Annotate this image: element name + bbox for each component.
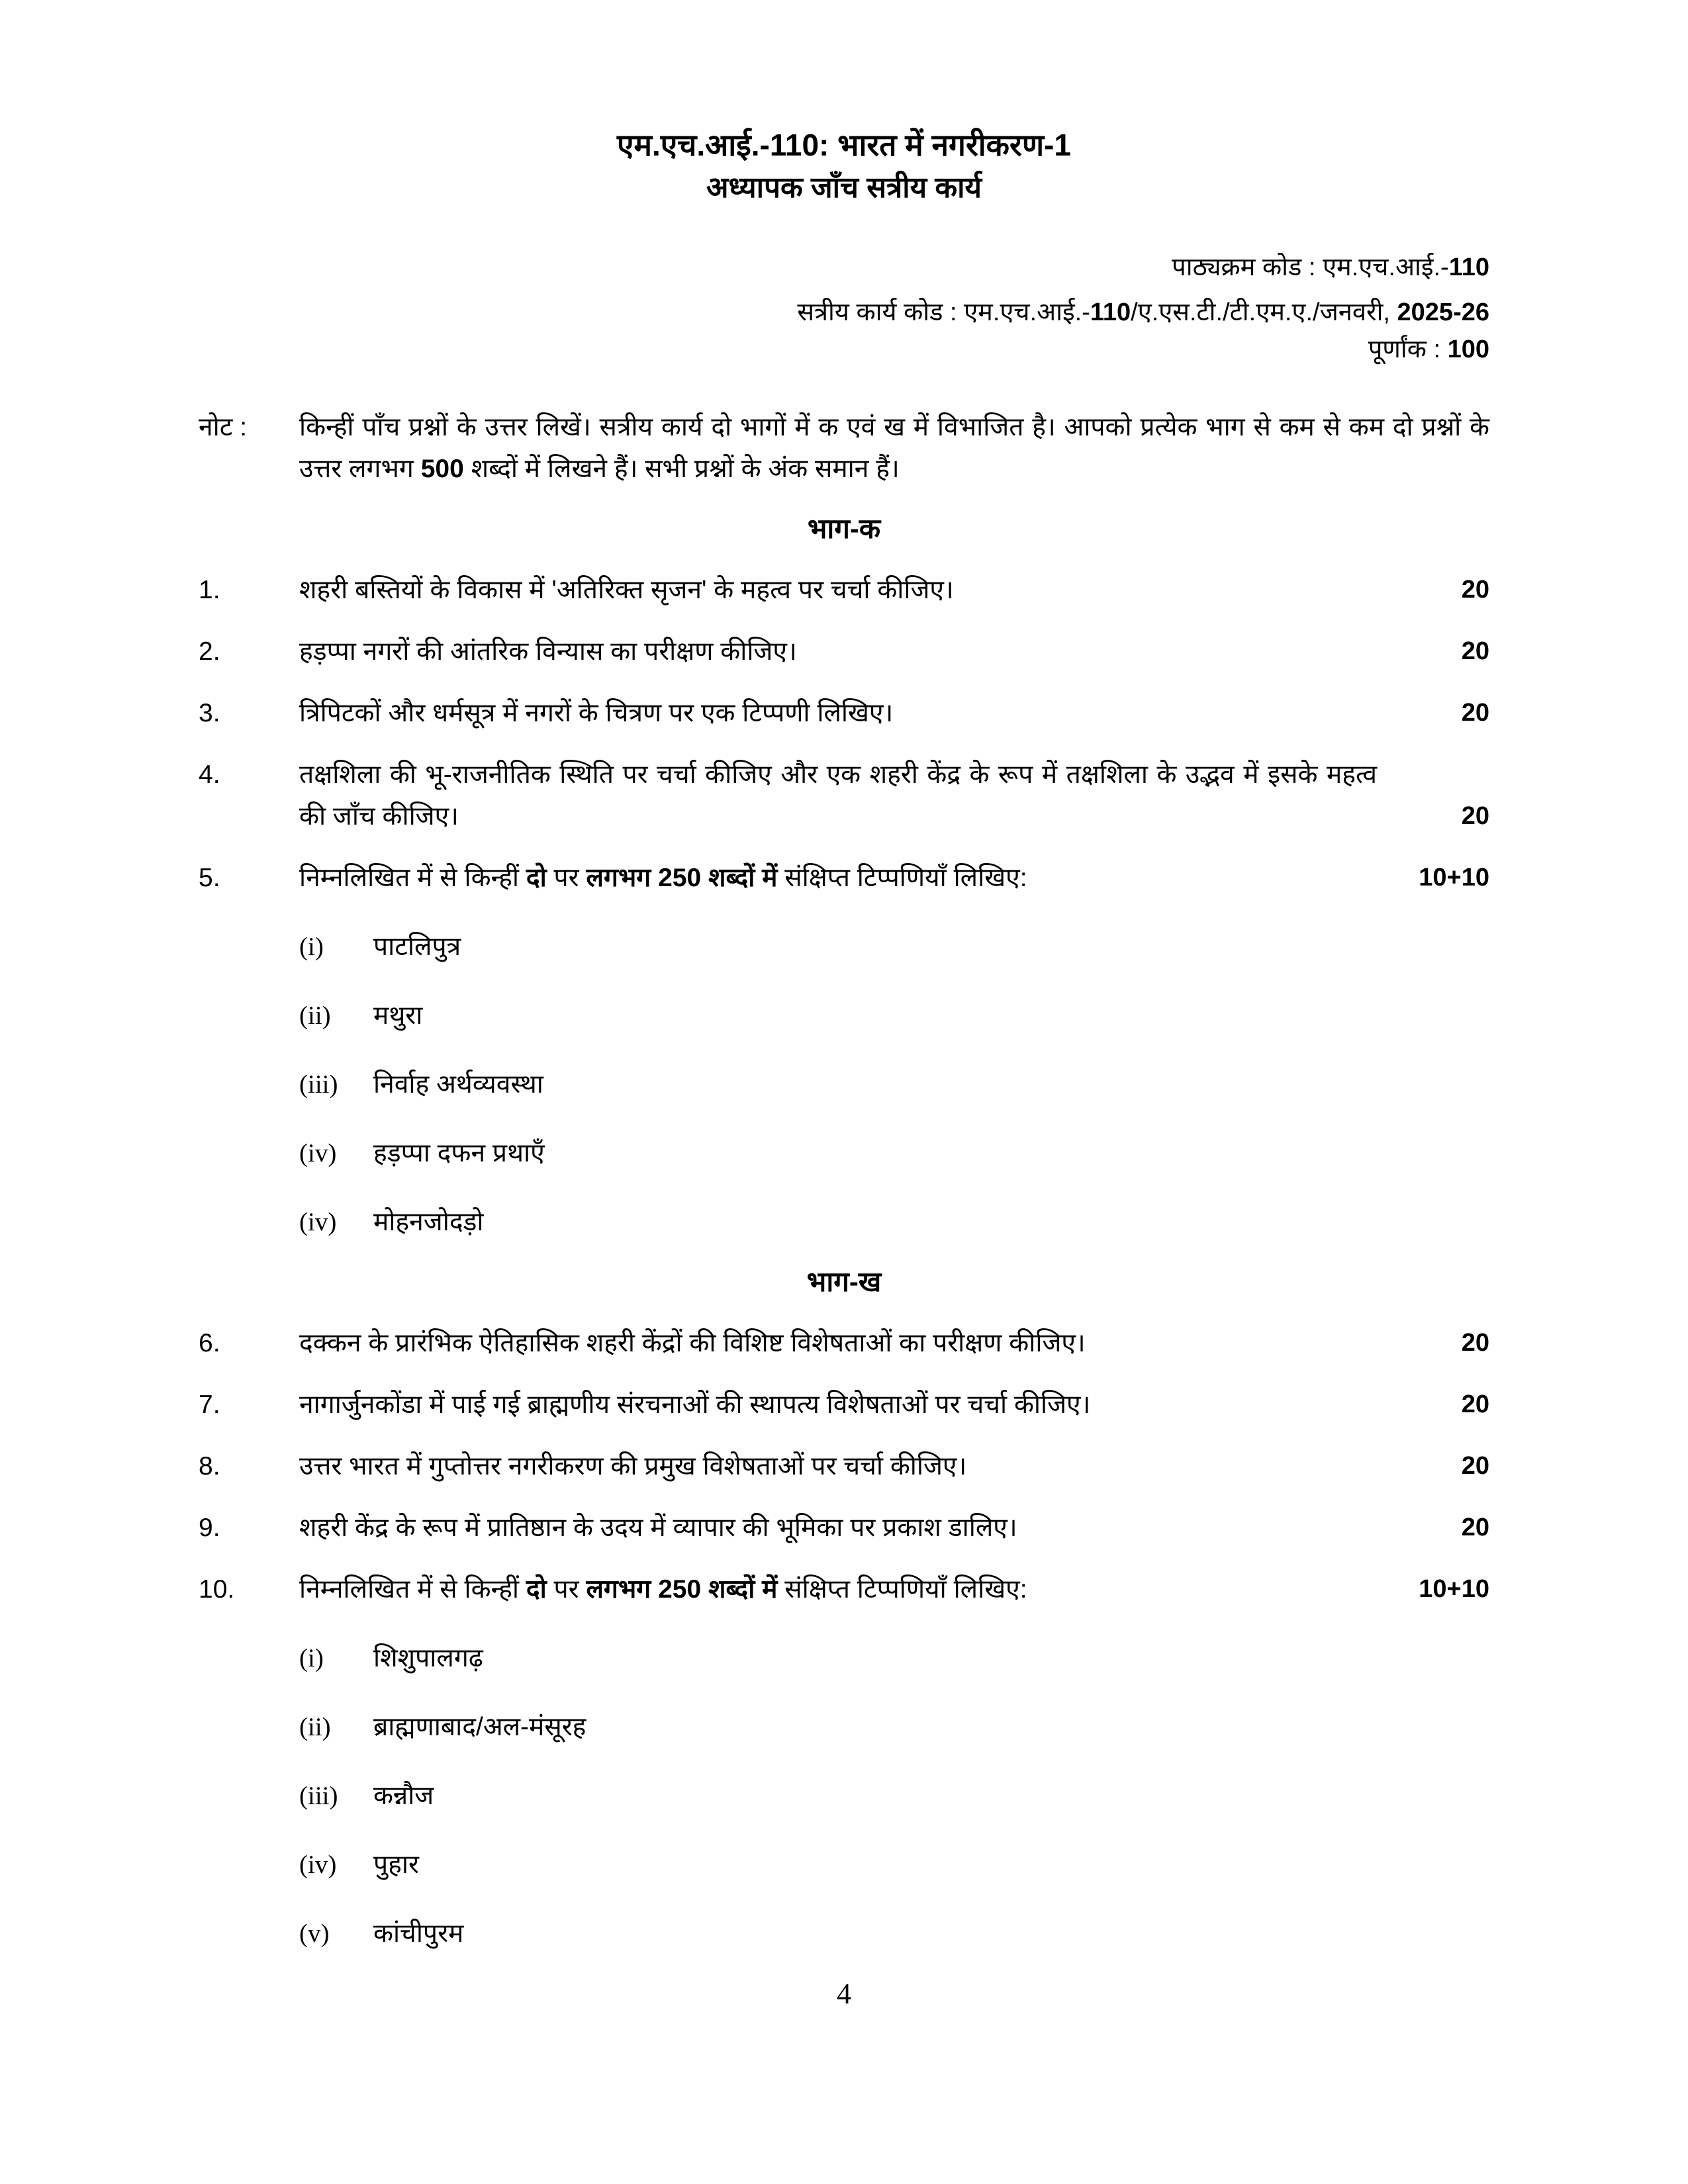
subitem-label: (v) bbox=[299, 1919, 330, 1948]
question-number: 8. bbox=[199, 1452, 220, 1480]
subitem-text: पुहार bbox=[373, 1850, 419, 1879]
subitem-text: हड़प्पा दफन प्रथाएँ bbox=[373, 1139, 545, 1167]
question-marks: 20 bbox=[1461, 1329, 1489, 1357]
subitem-row bbox=[299, 1064, 1489, 1105]
total-marks-line: पूर्णांक : 100 bbox=[1368, 336, 1489, 363]
section-heading-part-a: भाग-क bbox=[807, 513, 881, 544]
question-row-6 bbox=[199, 1322, 1489, 1364]
subitem-row bbox=[299, 1638, 1489, 1679]
subitem-text: निर्वाह अर्थव्यवस्था bbox=[373, 1070, 543, 1099]
subitem-label: (ii) bbox=[299, 1713, 331, 1741]
subitem-label: (i) bbox=[299, 933, 324, 961]
question-marks: 20 bbox=[1461, 1514, 1489, 1541]
question-row-2 bbox=[199, 631, 1489, 672]
question-row-4 bbox=[199, 754, 1489, 837]
course-code-line: पाठ्यक्रम कोड : एम.एच.आई.-110 bbox=[1172, 253, 1489, 281]
question-row-7 bbox=[199, 1384, 1489, 1426]
question-marks: 20 bbox=[1461, 576, 1489, 604]
question-text: त्रिपिटकों और धर्मसूत्र में नगरों के चित्रण पर एक टिप्पणी लिखिए। bbox=[299, 699, 894, 727]
question-number: 9. bbox=[199, 1514, 220, 1542]
question-row-10 bbox=[199, 1569, 1489, 1610]
subitem-text: मथुरा bbox=[373, 1001, 423, 1030]
assignment-code-line: सत्रीय कार्य कोड : एम.एच.आई.-110/ए.एस.टी./टी.एम.ए./जनवरी, 2025-26 bbox=[797, 298, 1489, 326]
question-row-9 bbox=[199, 1507, 1489, 1549]
subitem-row bbox=[299, 1913, 1489, 1954]
subitem-row bbox=[299, 1776, 1489, 1817]
question-marks: 20 bbox=[1461, 699, 1489, 727]
question-number: 3. bbox=[199, 699, 220, 727]
subitem-text: मोहनजोदड़ो bbox=[373, 1208, 484, 1236]
page-subtitle: अध्यापक जाँच सत्रीय कार्य bbox=[706, 171, 982, 204]
question-marks: 10+10 bbox=[1419, 1575, 1489, 1603]
question-marks: 20 bbox=[1461, 1452, 1489, 1480]
question-number: 1. bbox=[199, 576, 220, 604]
subitem-text: कांचीपुरम bbox=[373, 1919, 464, 1948]
question-number: 6. bbox=[199, 1329, 220, 1357]
question-number: 5. bbox=[199, 864, 220, 892]
subitem-text: शिशुपालगढ़ bbox=[373, 1644, 483, 1672]
question-number: 2. bbox=[199, 637, 220, 666]
question-row-8 bbox=[199, 1445, 1489, 1487]
question-marks: 20 bbox=[1461, 802, 1489, 830]
subitem-label: (iv) bbox=[299, 1208, 337, 1236]
question-text: नागार्जुनकोंडा में पाई गई ब्राह्मणीय संरचनाओं की स्थापत्य विशेषताओं पर चर्चा कीजिए। bbox=[299, 1390, 1091, 1419]
question-text: दक्कन के प्रारंभिक ऐतिहासिक शहरी केंद्रों की विशिष्ट विशेषताओं का परीक्षण कीजिए। bbox=[299, 1329, 1086, 1357]
question-text: शहरी बस्तियों के विकास में 'अतिरिक्त सृजन' के महत्व पर चर्चा कीजिए। bbox=[299, 576, 954, 604]
page-number: 4 bbox=[837, 1978, 851, 2010]
subitem-row bbox=[299, 1844, 1489, 1886]
subitem-label: (iii) bbox=[299, 1070, 338, 1099]
question-text: तक्षशिला की भू-राजनीतिक स्थिति पर चर्चा कीजिए और एक शहरी केंद्र के रूप में तक्षशिला के उद्भव में इसके महत्व की जाँच कीजिए। bbox=[299, 760, 1377, 831]
subitem-row bbox=[299, 995, 1489, 1036]
subitem-row bbox=[299, 1202, 1489, 1243]
subitem-label: (ii) bbox=[299, 1001, 331, 1030]
subitem-label: (iv) bbox=[299, 1850, 337, 1879]
question-text: निम्नलिखित में से किन्हीं दो पर लगभग 250 शब्दों में संक्षिप्त टिप्पणियाँ लिखिए: bbox=[299, 864, 1027, 892]
note-label: नोट : bbox=[199, 413, 248, 441]
question-marks: 20 bbox=[1461, 637, 1489, 665]
page-title: एम.एच.आई.-110: भारत में नगरीकरण-1 bbox=[617, 128, 1071, 162]
question-number: 4. bbox=[199, 760, 220, 789]
question-marks: 20 bbox=[1461, 1390, 1489, 1418]
subitem-label: (iv) bbox=[299, 1139, 337, 1167]
question-row-3 bbox=[199, 692, 1489, 734]
question-number: 7. bbox=[199, 1390, 220, 1419]
subitem-row bbox=[299, 927, 1489, 968]
note-text: किन्हीं पाँच प्रश्नों के उत्तर लिखें। सत्रीय कार्य दो भागों में क एवं ख में विभाजित है। आपको प्रत्येक भाग से कम से कम दो प्रश्नों के उत्तर लगभग 500 शब्दों में लिखने हैं। सभी प्रश्नों के अंक समान हैं। bbox=[299, 413, 1489, 483]
subitem-text: कन्नौज bbox=[373, 1782, 434, 1810]
subitem-row bbox=[299, 1707, 1489, 1748]
question-text: शहरी केंद्र के रूप में प्रातिष्ठान के उदय में व्यापार की भूमिका पर प्रकाश डालिए। bbox=[299, 1514, 1017, 1542]
question-text: उत्तर भारत में गुप्तोत्तर नगरीकरण की प्रमुख विशेषताओं पर चर्चा कीजिए। bbox=[299, 1452, 967, 1480]
question-text: हड़प्पा नगरों की आंतरिक विन्यास का परीक्षण कीजिए। bbox=[299, 637, 797, 666]
question-text: निम्नलिखित में से किन्हीं दो पर लगभग 250 शब्दों में संक्षिप्त टिप्पणियाँ लिखिए: bbox=[299, 1575, 1027, 1604]
section-heading-part-b: भाग-ख bbox=[806, 1266, 882, 1297]
question-row-5 bbox=[199, 857, 1489, 899]
subitem-text: ब्राह्मणाबाद/अल-मंसूरह bbox=[373, 1713, 586, 1741]
subitem-text: पाटलिपुत्र bbox=[373, 933, 461, 961]
exam-note bbox=[199, 406, 1489, 490]
question-marks: 10+10 bbox=[1419, 864, 1489, 891]
subitem-label: (iii) bbox=[299, 1782, 338, 1810]
subitem-label: (i) bbox=[299, 1644, 324, 1672]
question-row-1 bbox=[199, 569, 1489, 611]
subitem-row bbox=[299, 1133, 1489, 1174]
code-block bbox=[199, 250, 1489, 367]
question-number: 10. bbox=[199, 1575, 235, 1604]
